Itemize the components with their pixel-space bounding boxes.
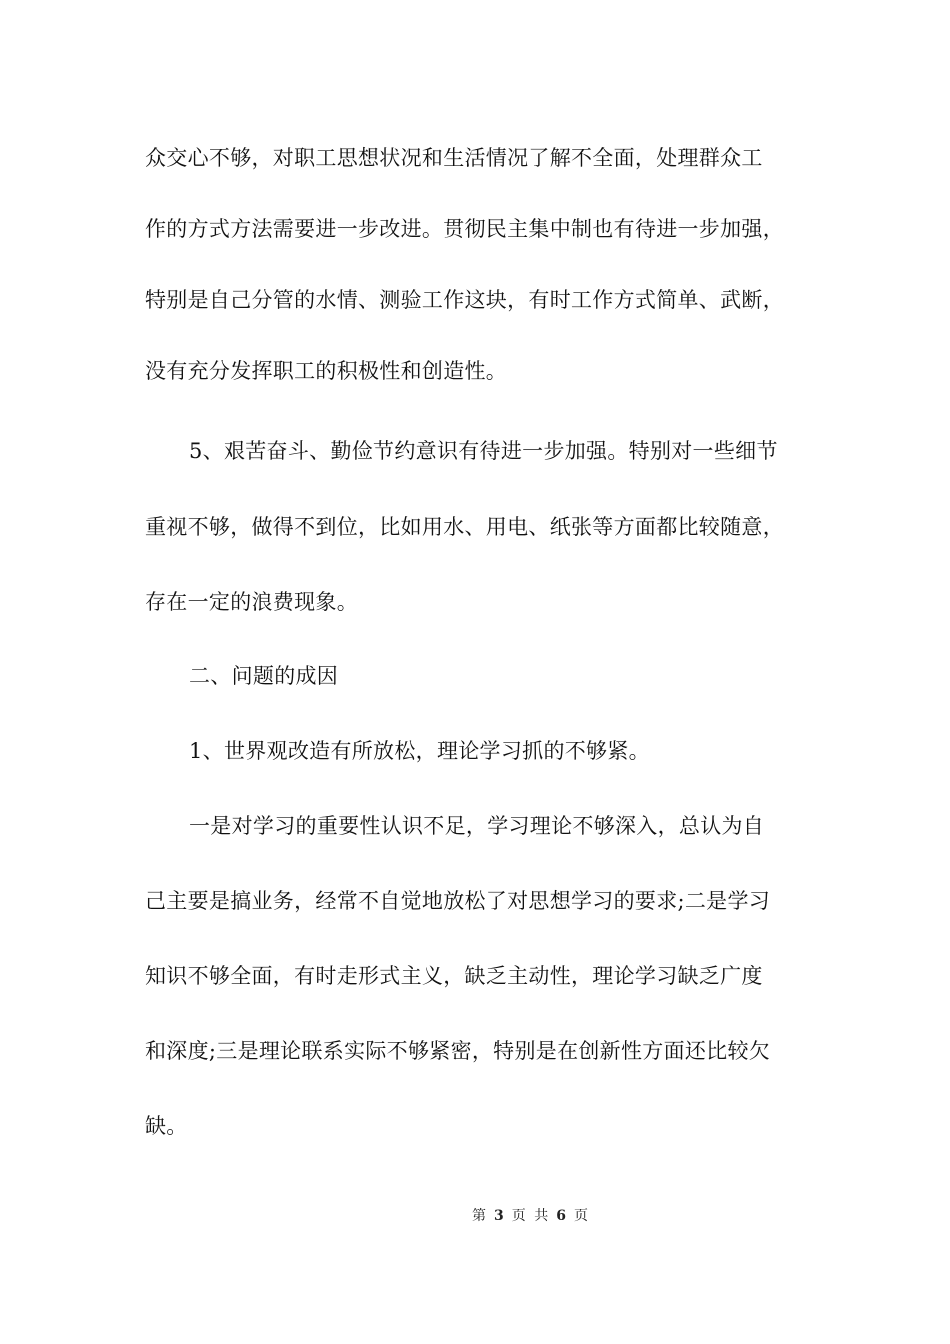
paragraph-4-line-0: 一是对学习的重要性认识不足，学习理论不够深入，总认为自 [189, 814, 765, 838]
paragraph-4-line-3: 和深度;三是理论联系实际不够紧密，特别是在创新性方面还比较欠 [145, 1039, 771, 1063]
paragraph-0-line-2: 特别是自己分管的水情、测验工作这块，有时工作方式简单、武断， [145, 288, 784, 312]
footer-current-page: 3 [494, 1208, 504, 1224]
paragraph-4-line-2: 知识不够全面，有时走形式主义，缺乏主动性，理论学习缺乏广度 [145, 964, 763, 988]
footer-page-word: 页 [511, 1208, 526, 1224]
footer-prefix: 第 [472, 1208, 487, 1224]
paragraph-1-line-2: 存在一定的浪费现象。 [145, 590, 358, 614]
paragraph-0-line-1: 作的方式方法需要进一步改进。贯彻民主集中制也有待进一步加强， [145, 217, 784, 241]
footer-suffix: 页 [573, 1208, 588, 1224]
page-footer [0, 1206, 950, 1226]
footer-total-word: 共 [534, 1208, 549, 1224]
paragraph-1-line-0: 5、艰苦奋斗、勤俭节约意识有待进一步加强。特别对一些细节 [189, 439, 778, 463]
paragraph-1-line-1: 重视不够，做得不到位，比如用水、用电、纸张等方面都比较随意， [145, 515, 784, 539]
section-heading: 二、问题的成因 [189, 664, 339, 688]
footer-total-pages: 6 [556, 1208, 566, 1224]
paragraph-4-line-1: 己主要是搞业务，经常不自觉地放松了对思想学习的要求;二是学习 [145, 889, 771, 913]
paragraph-0-line-3: 没有充分发挥职工的积极性和创造性。 [145, 359, 508, 383]
paragraph-0-line-0: 众交心不够，对职工思想状况和生活情况了解不全面，处理群众工 [145, 146, 763, 170]
paragraph-4-line-4: 缺。 [145, 1114, 188, 1138]
paragraph-3-line-0: 1、世界观改造有所放松，理论学习抓的不够紧。 [189, 739, 650, 763]
